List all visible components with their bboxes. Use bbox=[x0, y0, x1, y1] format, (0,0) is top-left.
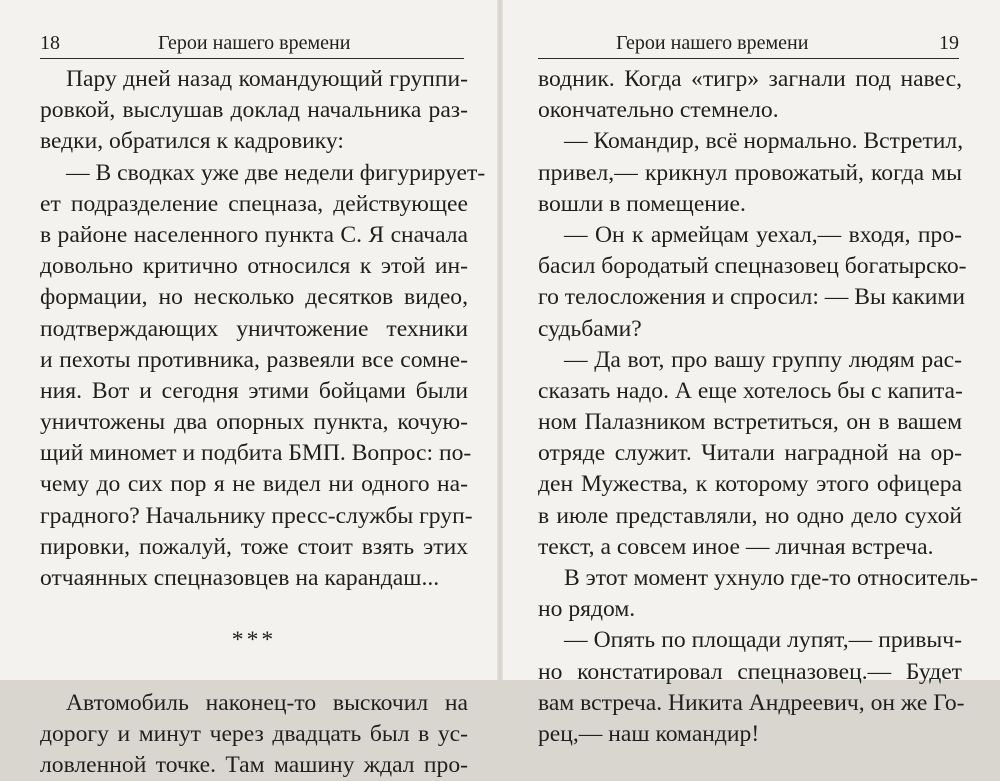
text-line: отчаянных спецназовцев на карандаш... bbox=[40, 565, 440, 591]
text-line: подтверждающих уничтожение техники bbox=[40, 315, 468, 342]
header-rule bbox=[538, 58, 959, 59]
text-line: басил бородатый спецназовец богатырско- bbox=[538, 253, 967, 280]
text-line: чему до сих пор я не видел ни одного на- bbox=[40, 471, 468, 498]
running-title: Герои нашего времени bbox=[616, 32, 809, 54]
text-line: текст, а совсем иное — личная встреча. bbox=[538, 533, 934, 560]
text-line: ден Мужества, к которому этого офицера bbox=[538, 471, 962, 498]
left-page-text bbox=[40, 64, 486, 781]
header-rule bbox=[40, 58, 464, 59]
text-line: отряде служит. Читали наградной на ор- bbox=[538, 440, 962, 467]
text-line: судьбами? bbox=[538, 315, 642, 342]
text-line: В этот момент ухнуло где-то относитель- bbox=[564, 565, 979, 591]
text-line: довольно критично относился к этой ин- bbox=[40, 253, 468, 280]
text-line: ровкой, выслушав доклад начальника раз- bbox=[40, 97, 468, 124]
right-page bbox=[503, 0, 1000, 747]
text-line: и пехоты противника, развеяли все сомне- bbox=[40, 346, 468, 373]
text-line: ловленной точке. Там машину ждал про- bbox=[40, 752, 468, 779]
text-line: градного? Начальнику пресс-службы груп- bbox=[40, 502, 473, 529]
text-line bbox=[40, 594, 468, 625]
text-line: — Да вот, про вашу группу людям рас- bbox=[564, 346, 962, 373]
left-page-header bbox=[40, 30, 464, 56]
text-line: но рядом. bbox=[538, 596, 636, 623]
page-number: 18 bbox=[40, 32, 60, 54]
text-line: щий миномет и подбита БМП. Вопрос: по- bbox=[40, 440, 472, 467]
left-page bbox=[0, 0, 497, 779]
text-line: уничтожены два опорных пункта, кочую- bbox=[40, 409, 468, 436]
text-line: — В сводках уже две недели фигурирует- bbox=[66, 159, 486, 186]
text-line: дорогу и минут через двадцать был в ус- bbox=[40, 720, 468, 747]
text-line: вошли в помещение. bbox=[538, 190, 746, 217]
text-line: привел,— крикнул провожатый, когда мы bbox=[538, 159, 962, 186]
text-line: — Командир, всё нормально. Встретил, bbox=[564, 128, 964, 155]
right-page-text bbox=[538, 64, 979, 750]
text-line: окончательно стемнело. bbox=[538, 97, 779, 124]
text-line: рец,— наш командир! bbox=[538, 720, 760, 747]
text-line: Автомобиль наконец-то выскочил на bbox=[66, 689, 468, 716]
page-number: 19 bbox=[939, 32, 959, 54]
text-line: вам встреча. Никита Андреевич, он же Го- bbox=[538, 689, 965, 716]
text-line bbox=[40, 657, 468, 688]
text-line: формации, но несколько десятков видео, bbox=[40, 284, 468, 311]
text-line: в июле представляли, но одно дело сухой bbox=[538, 502, 962, 529]
text-line: — Он к армейцам уехал,— входя, про- bbox=[564, 221, 962, 248]
text-line: ведки, обратился к кадровику: bbox=[40, 128, 344, 155]
right-page-header bbox=[538, 30, 959, 56]
text-line: ет подразделение спецназа, действующее bbox=[40, 190, 468, 217]
text-line: го телосложения и спросил: — Вы какими bbox=[538, 284, 965, 311]
running-title: Герои нашего времени bbox=[158, 32, 351, 54]
text-line: в районе населенного пункта С. Я сначала bbox=[40, 221, 468, 248]
text-line: сказать надо. А еще хотелось бы с капита- bbox=[538, 377, 963, 404]
section-divider: *** bbox=[231, 627, 277, 654]
text-line: — Опять по площади лупят,— привыч- bbox=[564, 627, 962, 654]
text-line: водник. Когда «тигр» загнали под навес, bbox=[538, 66, 962, 92]
text-line: ном Палазником встретиться, он в вашем bbox=[538, 409, 962, 436]
text-line: но констатировал спецназовец.— Будет bbox=[538, 658, 962, 685]
text-line: Пару дней назад командующий группи- bbox=[66, 66, 468, 92]
text-line: пировки, пожалуй, тоже стоит взять этих bbox=[40, 533, 468, 560]
text-line: ния. Вот и сегодня этими бойцами были bbox=[40, 377, 468, 404]
